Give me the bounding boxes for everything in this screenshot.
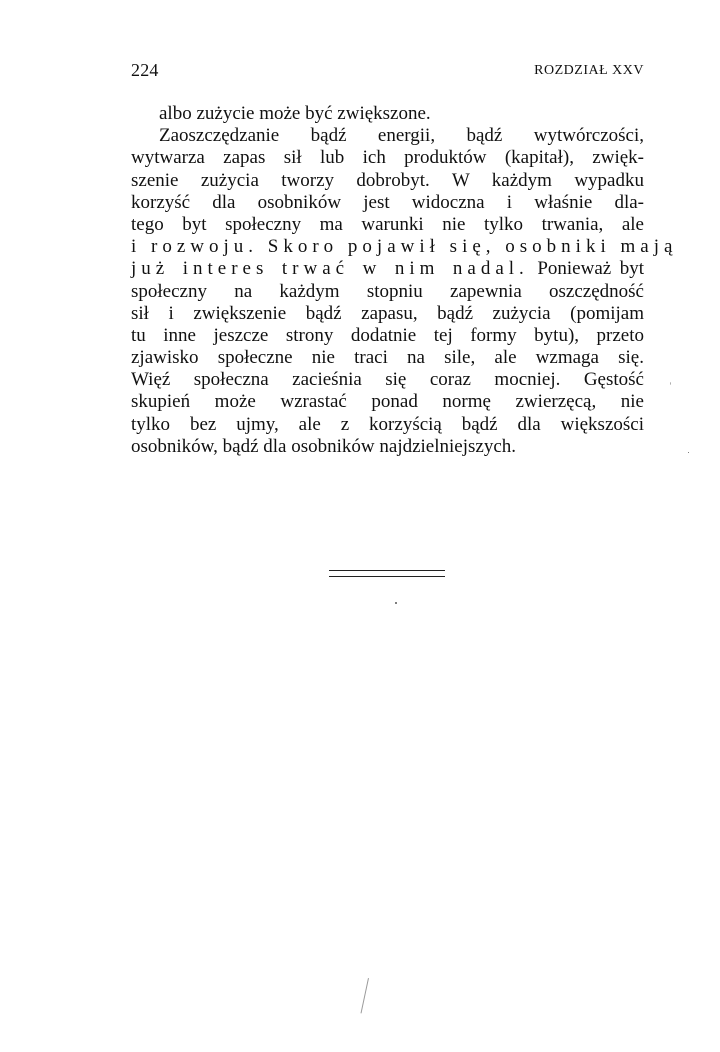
text-line: albo zużycie może być zwiększone.	[159, 103, 431, 124]
emphasized-phrase: już interes trwać w nim nadal.	[131, 258, 529, 280]
text-line: społeczny na każdym stopniu zapewnia oszczędność	[131, 280, 644, 302]
text-line: osobników, bądź dla osobników najdzielniejszych.	[131, 435, 517, 457]
page-number: 224	[131, 60, 159, 80]
text-line	[131, 258, 644, 280]
text-line: skupień może wzrastać ponad normę zwierzęcą, nie	[131, 391, 644, 413]
text-line-emphasized: i rozwoju. Skoro pojawił się, osobniki mają	[131, 236, 678, 258]
text-line: zjawisko społeczne nie traci na sile, ale wzmaga się.	[131, 347, 644, 369]
print-speck	[688, 452, 689, 453]
stray-pencil-mark	[361, 978, 369, 1013]
text-line: sił i zwiększenie bądź zapasu, bądź zużycia (pomijam	[131, 302, 644, 324]
text-line: korzyść dla osobników jest widoczna i właśnie dla-	[131, 191, 644, 213]
text-line: tylko bez ujmy, ale z korzyścią bądź dla większości	[131, 413, 644, 435]
print-speck	[670, 382, 671, 385]
text-line: tu inne jeszcze strony dodatnie tej formy bytu), przeto	[131, 324, 644, 346]
page-header	[131, 60, 644, 86]
body-text	[131, 103, 678, 458]
chapter-running-head: ROZDZIAŁ XXV	[534, 63, 644, 78]
section-end-double-rule	[329, 570, 445, 577]
text-line: wytwarza zapas sił lub ich produktów (kapitał), zwięk-	[131, 147, 644, 169]
text-line: tego byt społeczny ma warunki nie tylko trwania, ale	[131, 213, 644, 235]
print-speck	[395, 602, 397, 604]
line-remainder: Ponieważ byt	[537, 258, 644, 280]
text-line: Zaoszczędzanie bądź energii, bądź wytwórczości,	[159, 125, 644, 147]
text-line: szenie zużycia tworzy dobrobyt. W każdym wypadku	[131, 169, 644, 191]
text-line: Więź społeczna zacieśnia się coraz mocniej. Gęstość	[131, 369, 644, 391]
